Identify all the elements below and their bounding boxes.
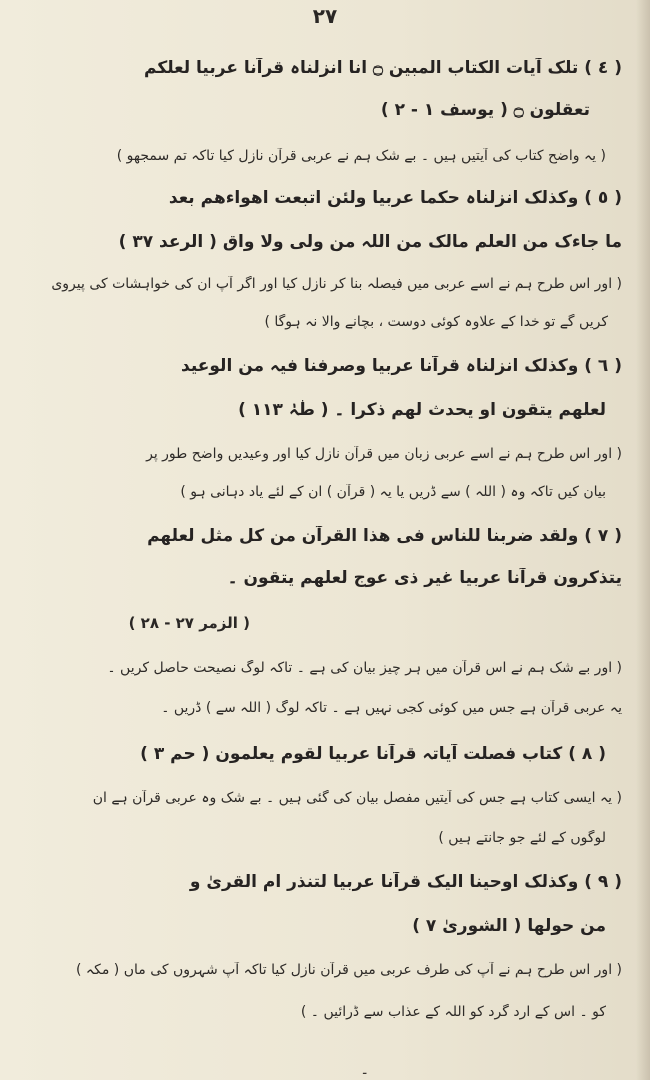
- text-line-translation-7-end: یہ عربی قرآن ہے جس میں کوئی کجی نہیں ہے ۔ تاکہ لوگ ( اللہ سے ) ڈریں ۔: [161, 700, 622, 716]
- text-line-verse-6: ( ٦ ) وکذلک انزلناہ قرآنا عربیا وصرفنا فیہ من الوعید: [181, 356, 622, 376]
- text-line-translation-9: ( اور اس طرح ہم نے آپ کی طرف عربی میں قرآن نازل کیا تاکہ آپ شہروں کی ماں ( مکہ ): [75, 962, 622, 978]
- text-line-verse-9: ( ٩ ) وکذلک اوحینا الیک قرآنا عربیا لتنذر ام القریٰ و: [189, 872, 622, 892]
- text-line-verse-7: ( ٧ ) ولقد ضربنا للناس فی ھذا القرآن من کل مثل لعلھم: [147, 526, 622, 546]
- text-line-translation-6-end: بیان کیں تاکہ وہ ( اللہ ) سے ڈریں یا یہ ( قرآن ) ان کے لئے یاد دہانی ہو ): [180, 484, 606, 500]
- text-line-translation-4: ( یہ واضح کتاب کی آیتیں ہیں ۔ بے شک ہم نے عربی قرآن نازل کیا تاکہ تم سمجھو ): [116, 148, 606, 164]
- text-line-verse-7-end: یتذکرون قرآنا عربیا غیر ذی عوج لعلھم یتقون ۔: [227, 568, 622, 588]
- verse-7-reference: ( الزمر ٢٧ - ٢٨ ): [128, 614, 250, 632]
- text-line-verse-6-end: لعلھم یتقون او یحدث لھم ذکرا ۔ ( طٰہٰ ١١٣ ): [238, 400, 606, 420]
- text-line-verse-5: ( ٥ ) وکذلک انزلناہ حکما عربیا ولئن اتبعت اھواءھم بعد: [168, 188, 622, 208]
- page-footer-mark: ۔: [360, 1059, 370, 1078]
- text-line-verse-8: ( ٨ ) کتاب فصلت آیاتہ قرآنا عربیا لقوم یعلمون ( حم ٣ ): [140, 744, 606, 764]
- text-line-verse-5-end: ما جاءک من العلم مالک من اللہ من ولی ولا واق ( الرعد ٣٧ ): [118, 232, 622, 252]
- text-line-verse-9-end: من حولھا ( الشوریٰ ٧ ): [412, 916, 606, 936]
- text-line-translation-5-end: کریں گے تو خدا کے علاوہ کوئی دوست ، بچانے والا نہ ہوگا ): [264, 314, 608, 330]
- text-line-translation-5: ( اور اس طرح ہم نے اسے عربی میں فیصلہ بنا کر نازل کیا اور اگر آپ ان کی خواہشات کی پیروی: [51, 276, 622, 292]
- text-line-translation-7: ( اور بے شک ہم نے اس قرآن میں ہر چیز بیان کی ہے ۔ تاکہ لوگ نصیحت حاصل کریں ۔: [107, 660, 622, 676]
- text-line-translation-9-end: کو ۔ اس کے ارد گرد کو اللہ کے عذاب سے ڈرائیں ۔ ): [300, 1004, 606, 1020]
- text-line-translation-8-end: لوگوں کے لئے جو جانتے ہیں ): [438, 830, 606, 846]
- text-line-verse-4-end: تعقلون ۝ ( یوسف ١ - ٢ ): [380, 100, 590, 120]
- text-line-translation-6: ( اور اس طرح ہم نے اسے عربی زبان میں قرآن نازل کیا اور وعیدیں واضح طور پر: [146, 446, 622, 462]
- text-line-verse-4: ( ٤ ) تلک آیات الکتاب المبین ۝ انا انزلناہ قرآنا عربیا لعلکم: [143, 58, 622, 78]
- text-line-translation-8: ( یہ ایسی کتاب ہے جس کی آیتیں مفصل بیان کی گئی ہیں ۔ بے شک وہ عربی قرآن ہے ان: [92, 790, 622, 806]
- page-number: ٢٧: [312, 4, 338, 28]
- page-spine-shadow: [636, 0, 650, 1080]
